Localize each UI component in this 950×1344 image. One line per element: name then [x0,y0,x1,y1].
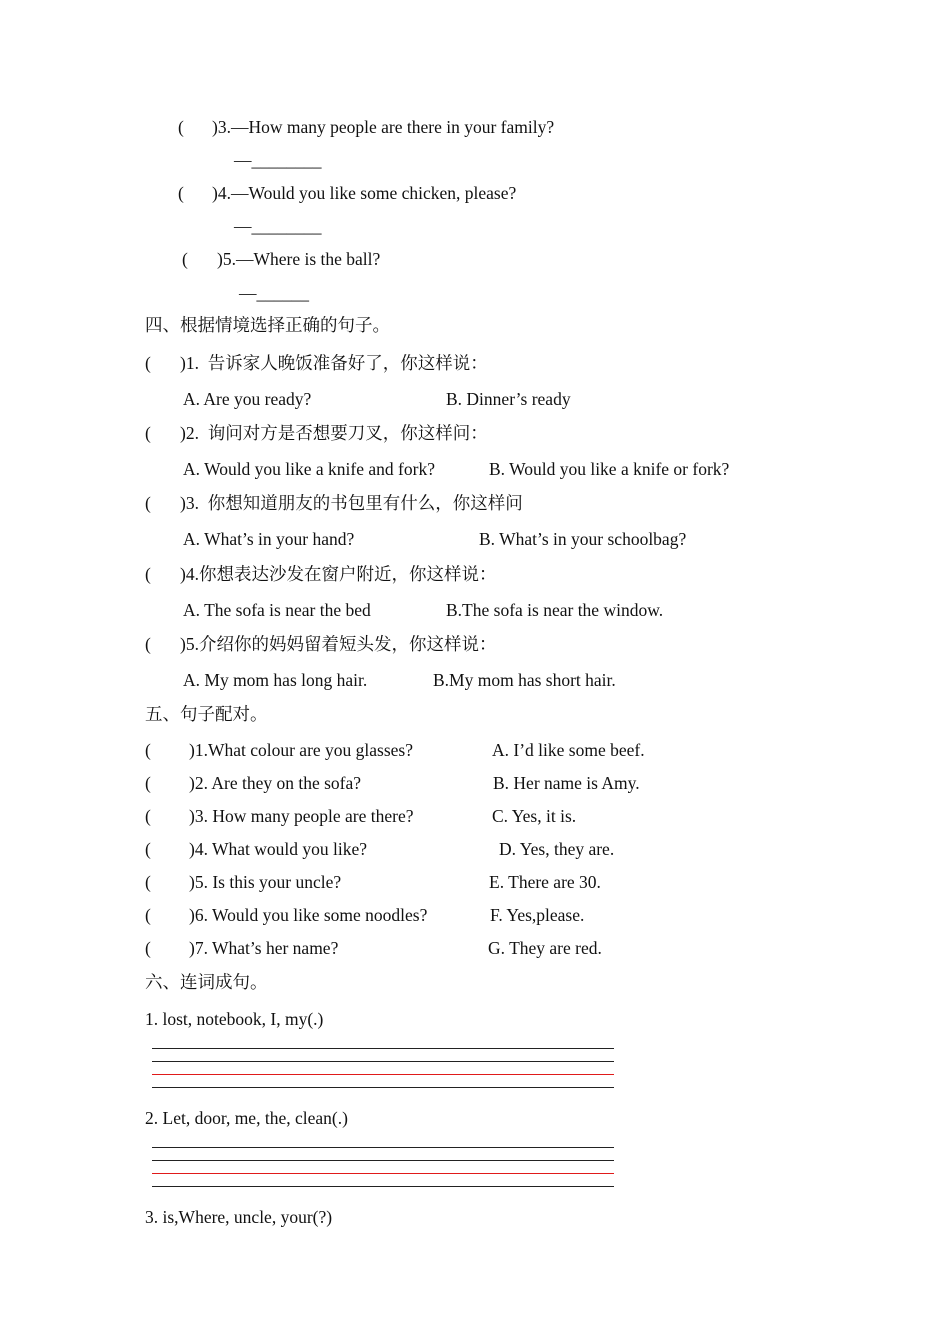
q4-answer-blank: —________ [234,216,322,236]
q5-paren: ( [182,249,188,269]
p5-row4-paren: ( [145,839,151,859]
p5-row1-question: )1.What colour are you glasses? [189,740,414,760]
p5-row1-paren: ( [145,740,151,760]
p4-item4-paren: ( [145,564,151,584]
p5-row2-question: )2. Are they on the sofa? [189,773,362,793]
p5-row3-question: )3. How many people are there? [189,806,414,826]
q5-question: )5.—Where is the ball? [217,249,381,269]
p5-row6-answer: F. Yes,please. [490,905,585,925]
p4-item2-option-b: B. Would you like a knife or fork? [489,459,730,479]
p4-item1-paren: ( [145,353,151,373]
p5-row6-question: )6. Would you like some noodles? [189,905,428,925]
q4-question: )4.—Would you like some chicken, please? [212,183,517,203]
p4-item3-paren: ( [145,493,151,513]
p5-row7-answer: G. They are red. [488,938,602,958]
p4-item1-option-a: A. Are you ready? [183,389,312,409]
writing-line [152,1048,614,1049]
p4-item4-prompt: )4.你想表达沙发在窗户附近，你这样说： [180,564,497,584]
p4-item1-option-b: B. Dinner’s ready [446,389,571,409]
p4-item1-prompt: )1. 告诉家人晚饭准备好了，你这样说： [180,353,488,373]
part5-heading: 五、句子配对。 [145,704,268,724]
p5-row3-answer: C. Yes, it is. [492,806,577,826]
p5-row5-answer: E. There are 30. [489,872,601,892]
p4-item5-paren: ( [145,634,151,654]
writing-line [152,1160,614,1161]
p5-row2-paren: ( [145,773,151,793]
p4-item5-prompt: )5.介绍你的妈妈留着短头发，你这样说： [180,634,497,654]
q3-question: )3.—How many people are there in your family? [212,117,555,137]
p5-row6-paren: ( [145,905,151,925]
p5-row4-question: )4. What would you like? [189,839,368,859]
p4-item2-prompt: )2. 询问对方是否想要刀叉，你这样问： [180,423,488,443]
writing-line [152,1087,614,1088]
writing-line [152,1061,614,1062]
p5-row4-answer: D. Yes, they are. [499,839,615,859]
writing-line [152,1147,614,1148]
p4-item2-paren: ( [145,423,151,443]
p5-row7-paren: ( [145,938,151,958]
q3-answer-blank: —________ [234,150,322,170]
writing-line-red [152,1074,614,1075]
p5-row1-answer: A. I’d like some beef. [492,740,645,760]
part4-heading: 四、根据情境选择正确的句子。 [145,315,390,335]
p4-item4-option-a: A. The sofa is near the bed [183,600,371,620]
p5-row3-paren: ( [145,806,151,826]
p4-item3-option-a: A. What’s in your hand? [183,529,355,549]
p6-item1-prompt: 1. lost, notebook, I, my(.) [145,1009,324,1029]
p4-item3-prompt: )3. 你想知道朋友的书包里有什么，你这样问 [180,493,523,513]
p6-item3-prompt: 3. is,Where, uncle, your(?) [145,1207,333,1227]
q3-paren: ( [178,117,184,137]
p5-row5-paren: ( [145,872,151,892]
p5-row5-question: )5. Is this your uncle? [189,872,342,892]
part6-heading: 六、连词成句。 [145,972,268,992]
p4-item5-option-a: A. My mom has long hair. [183,670,368,690]
q4-paren: ( [178,183,184,203]
p4-item5-option-b: B.My mom has short hair. [433,670,616,690]
writing-line [152,1186,614,1187]
p5-row7-question: )7. What’s her name? [189,938,339,958]
p4-item3-option-b: B. What’s in your schoolbag? [479,529,687,549]
writing-line-red [152,1173,614,1174]
p6-item2-prompt: 2. Let, door, me, the, clean(.) [145,1108,348,1128]
q5-answer-blank: —______ [239,283,309,303]
p4-item2-option-a: A. Would you like a knife and fork? [183,459,435,479]
p4-item4-option-b: B.The sofa is near the window. [446,600,664,620]
p5-row2-answer: B. Her name is Amy. [493,773,640,793]
